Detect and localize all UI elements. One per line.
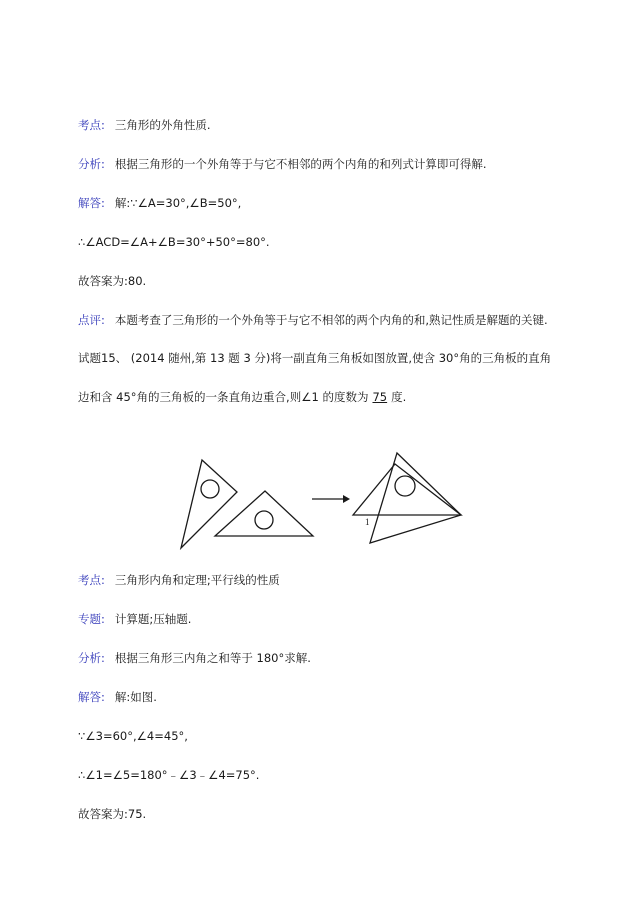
fenxi-text: 根据三角形的一个外角等于与它不相邻的两个内角的和列式计算即可得解. [114,157,487,171]
fenxi-line-2 [78,650,311,666]
answer-line-2: 故答案为:75. [78,807,147,821]
jieda-line-1 [78,195,241,211]
solution-step-1: ∵∠3=60°,∠4=45°, [78,729,188,743]
zhuanti-line [78,611,191,627]
combined-set-square-30 [370,453,461,543]
set-square-30-hole [201,480,219,498]
dianping-text: 本题考查了三角形的一个外角等于与它不相邻的两个内角的和,熟记性质是解题的关键. [114,313,548,327]
kaodian-label: 考点: [78,573,105,587]
jieda-text: 解:如图. [114,690,157,704]
kaodian-text: 三角形的外角性质. [114,118,211,132]
combined-set-square-45 [353,464,461,515]
kaodian-label: 考点: [78,118,105,132]
jieda-label: 解答: [78,196,105,210]
jieda-text: 解:∵∠A=30°,∠B=50°, [114,196,242,210]
question-line-2 [78,389,406,405]
dianping-label: 点评: [78,313,105,327]
solution-step: ∴∠ACD=∠A+∠B=30°+50°=80°. [78,235,270,249]
zhuanti-label: 专题: [78,612,105,626]
question-prefix: 边和含 45°角的三角板的一条直角边重合,则∠1 的度数为 [78,390,369,404]
arrow-icon [312,495,350,503]
kaodian-line-1 [78,117,211,133]
fenxi-text: 根据三角形三内角之和等于 180°求解. [114,651,311,665]
kaodian-text: 三角形内角和定理;平行线的性质 [114,573,280,587]
triangle-figure [175,448,465,558]
solution-step-2: ∴∠1=∠5=180°﹣∠3﹣∠4=75°. [78,768,260,782]
fenxi-label: 分析: [78,157,105,171]
combined-hole [395,476,415,496]
kaodian-line-2 [78,572,280,588]
question-suffix: 度. [391,390,407,404]
angle-1-label: 1 [365,517,370,527]
set-square-30 [181,460,237,548]
question-line-1: 试题15、 (2014 随州,第 13 题 3 分)将一副直角三角板如图放置,使含 30°角的三角板的直角 [78,351,552,365]
set-square-45-hole [255,511,273,529]
answer-line: 故答案为:80. [78,274,147,288]
jieda-label: 解答: [78,690,105,704]
dianping-line [78,312,548,328]
fenxi-label: 分析: [78,651,105,665]
zhuanti-text: 计算题;压轴题. [114,612,192,626]
jieda-line-2 [78,689,157,705]
fenxi-line-1 [78,156,487,172]
answer-blank: 75 [372,390,388,404]
